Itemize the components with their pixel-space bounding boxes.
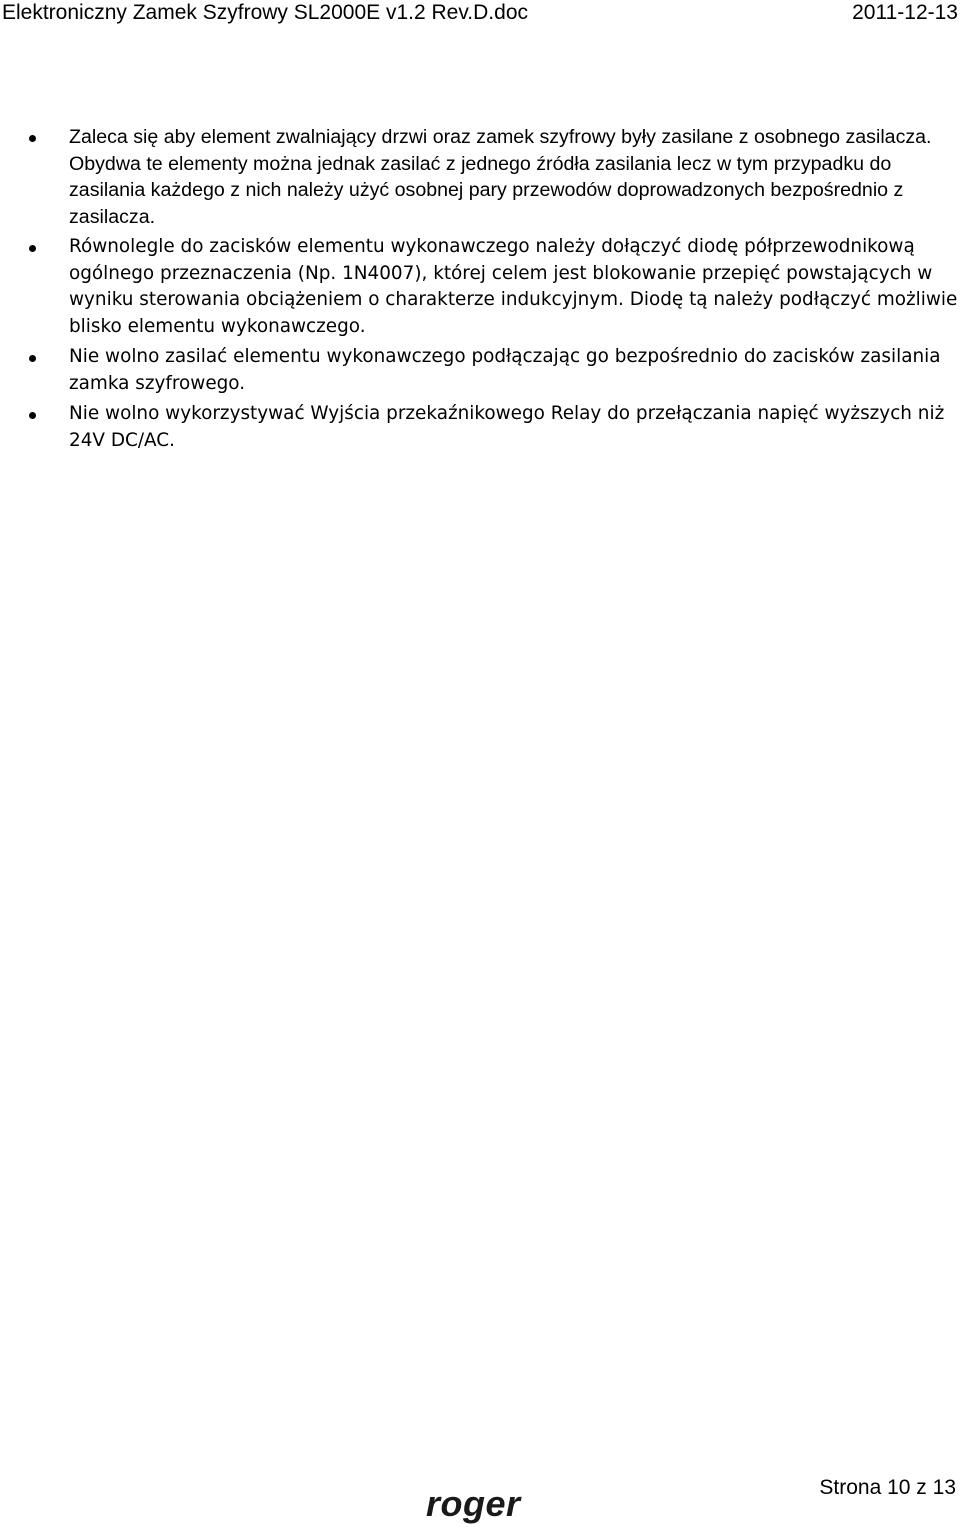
- list-item-text: Zaleca się aby element zwalniający drzwi oraz zamek szyfrowy były zasilane z osobnego zasilacza. Obydwa te elementy można jednak zasilać z jednego źródła zasilania lecz w tym przypadku do zasilania każdego z nich należy użyć osobnej pary przewodów doprowadzonych bezpośrednio z zasilacza.: [69, 126, 932, 228]
- page-header: [0, 0, 960, 30]
- bullet-list: [0, 124, 960, 454]
- bullet-icon: [29, 355, 36, 362]
- list-item-text: Równolegle do zacisków elementu wykonawczego należy dołączyć diodę półprzewodnikową ogólnego przeznaczenia (Np. 1N4007), której celem jest blokowanie przepięć powstających w wyniku sterowania obciążeniem o charakterze indukcyjnym. Diodę tą należy podłączyć możliwie blisko elementu wykonawczego.: [69, 236, 958, 337]
- list-item-text: Nie wolno wykorzystywać Wyjścia przekaźnikowego Relay do przełączania napięć wyższych niż 24V DC/AC.: [69, 403, 945, 451]
- bullet-icon: [29, 245, 36, 252]
- page-number: Strona 10 z 13: [819, 1476, 956, 1499]
- roger-logo: roger: [426, 1483, 521, 1524]
- list-item: [0, 401, 960, 454]
- document-body: [0, 124, 960, 458]
- list-item: [0, 124, 960, 230]
- list-item: [0, 234, 960, 340]
- document-date: 2011-12-13: [852, 1, 958, 24]
- list-item: [0, 344, 960, 397]
- bullet-icon: [29, 412, 36, 419]
- bullet-icon: [29, 135, 36, 142]
- list-item-text: Nie wolno zasilać elementu wykonawczego podłączając go bezpośrednio do zacisków zasilania zamka szyfrowego.: [69, 346, 941, 394]
- document-title: Elektroniczny Zamek Szyfrowy SL2000E v1.2 Rev.D.doc: [2, 1, 528, 24]
